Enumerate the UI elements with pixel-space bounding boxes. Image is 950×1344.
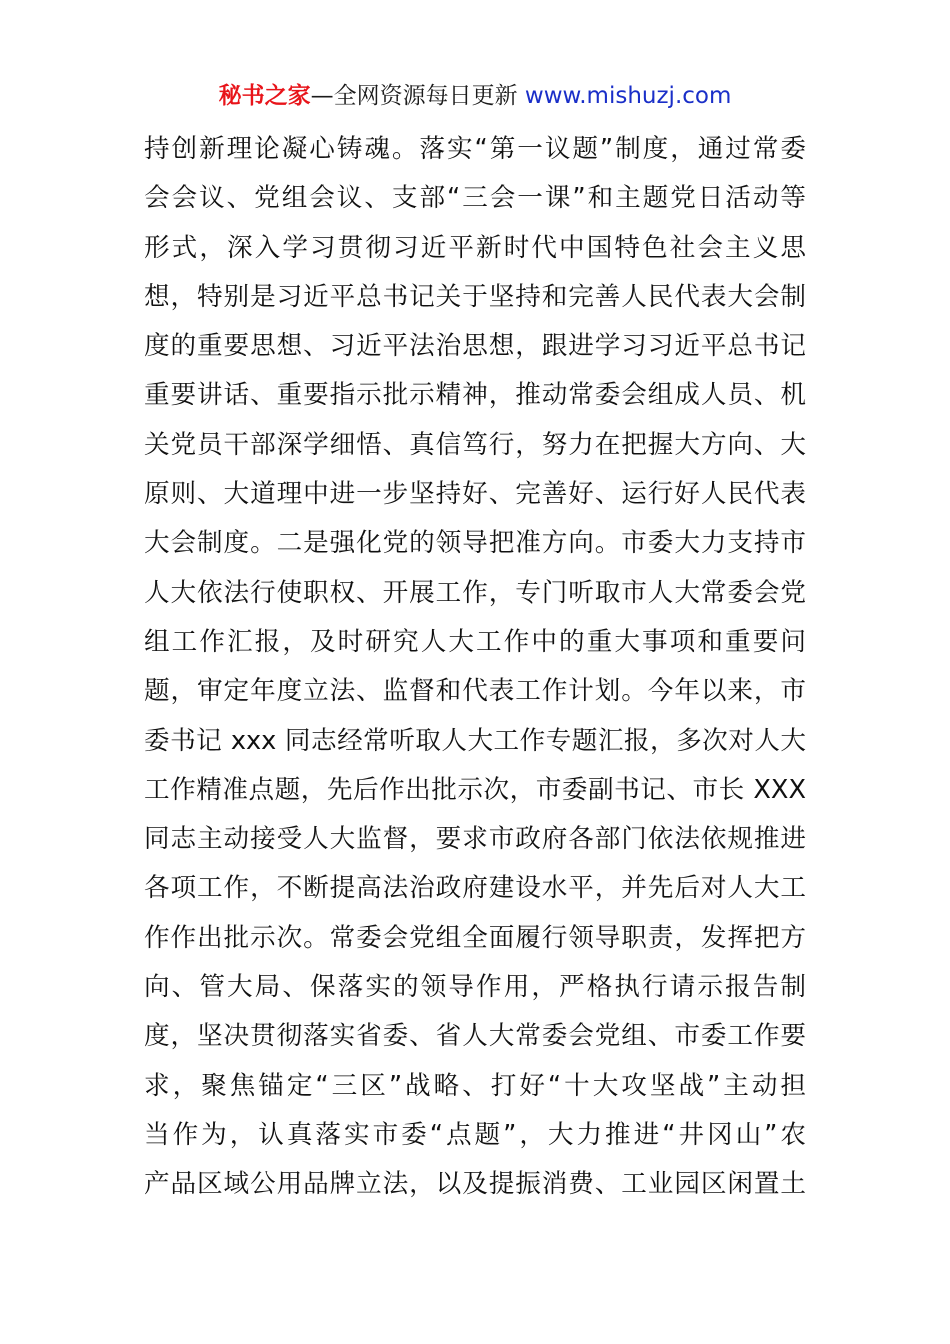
text-line: 原则、大道理中进一步坚持好、完善好、运行好人民代表	[144, 479, 806, 510]
document-body	[144, 125, 806, 1210]
text-line: 求，聚焦锚定“三区”战略、打好“十大攻坚战”主动担	[144, 1070, 806, 1101]
text-line: 当作为，认真落实市委“点题”，大力推进“井冈山”农	[144, 1119, 806, 1150]
text-line: 持创新理论凝心铸魂。落实“第一议题”制度，通过常委	[144, 134, 806, 164]
site-url-link[interactable]: www.mishuzj.com	[524, 83, 732, 109]
text-line: 产品区域公用品牌立法，以及提振消费、工业园区闲置土	[144, 1169, 806, 1200]
text-line: 工作精准点题，先后作出批示次，市委副书记、市长 XXX	[144, 774, 806, 805]
text-line: 会会议、党组会议、支部“三会一课”和主题党日活动等	[144, 183, 806, 214]
text-line: 题，审定年度立法、监督和代表工作计划。今年以来，市	[144, 676, 806, 707]
text-line: 向、管大局、保落实的领导作用，严格执行请示报告制	[144, 972, 806, 1003]
text-line: 关党员干部深学细悟、真信笃行，努力在把握大方向、大	[144, 429, 806, 460]
text-line: 重要讲话、重要指示批示精神，推动常委会组成人员、机	[144, 380, 806, 411]
text-line: 委书记 xxx 同志经常听取人大工作专题汇报，多次对人大	[144, 725, 806, 756]
site-tagline: —全网资源每日更新	[310, 83, 518, 109]
document-header	[0, 80, 950, 112]
text-line: 各项工作，不断提高法治政府建设水平，并先后对人大工	[144, 873, 806, 904]
text-line: 组工作汇报，及时研究人大工作中的重大事项和重要问	[144, 626, 806, 657]
text-line: 形式，深入学习贯彻习近平新时代中国特色社会主义思	[144, 232, 806, 263]
text-line: 度，坚决贯彻落实省委、省人大常委会党组、市委工作要	[144, 1021, 806, 1052]
text-line: 人大依法行使职权、开展工作，专门听取市人大常委会党	[144, 577, 806, 608]
text-line: 作作出批示次。常委会党组全面履行领导职责，发挥把方	[144, 922, 806, 953]
text-line: 度的重要思想、习近平法治思想，跟进学习习近平总书记	[144, 331, 806, 362]
text-line: 大会制度。二是强化党的领导把准方向。市委大力支持市	[144, 528, 806, 559]
text-line: 同志主动接受人大监督，要求市政府各部门依法依规推进	[144, 824, 806, 855]
text-line: 想，特别是习近平总书记关于坚持和完善人民代表大会制	[144, 281, 806, 312]
site-brand: 秘书之家	[218, 83, 311, 109]
